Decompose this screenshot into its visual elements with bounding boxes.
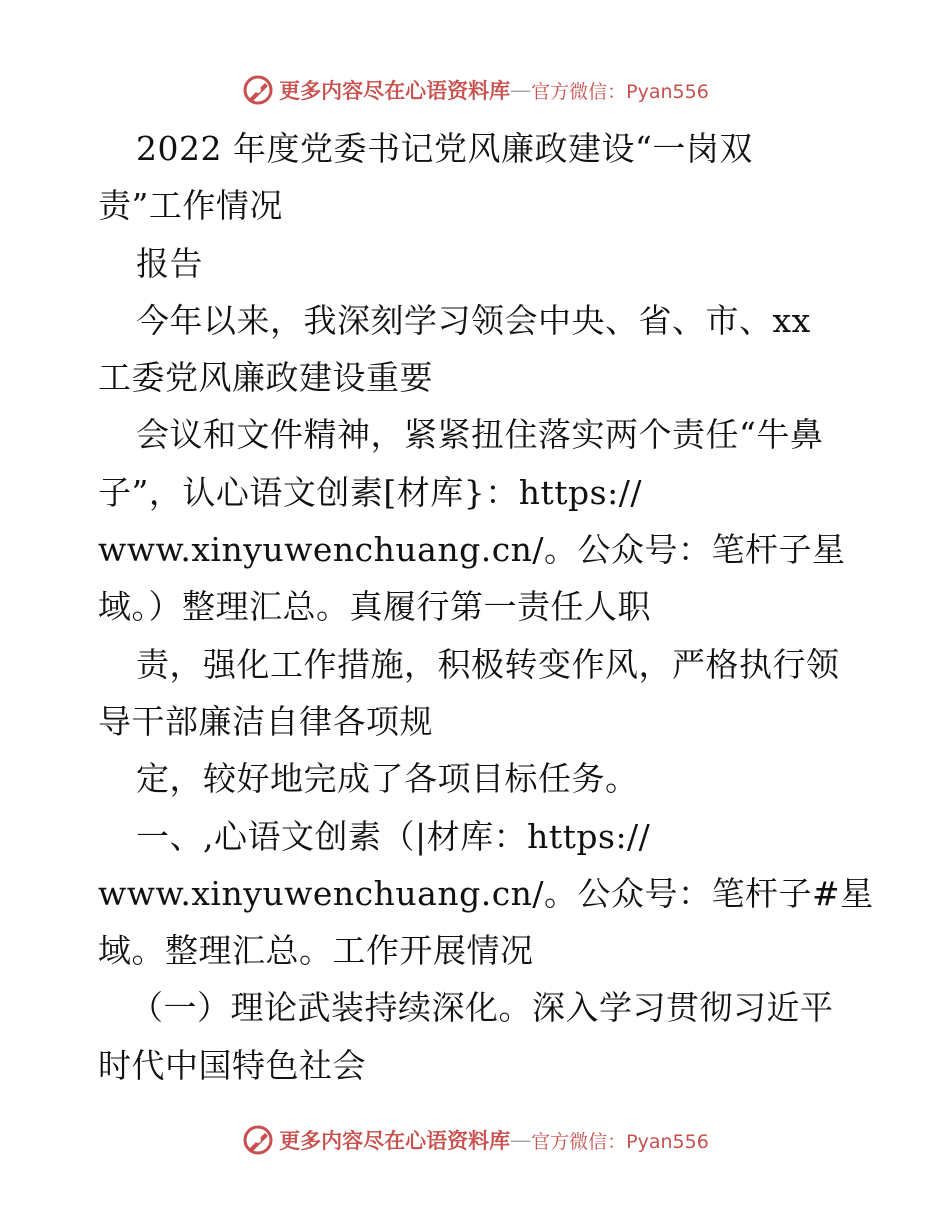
footer-watermark [0,1120,950,1160]
watermark-separator: — [510,1128,532,1152]
watermark-brand: 更多内容尽在心语资料库 [279,1128,511,1153]
section-heading-line: www.xinyuwenchuang.cn/。公众号：笔杆子#星 [98,873,874,913]
header-watermark [0,70,950,110]
watermark-wechat: 官方微信：Pyan556 [531,80,709,103]
doc-title-line-2: 责”工作情况 [98,186,283,226]
paragraph-line: 子”，认心语文创素[材库}：https:// [98,472,642,512]
paragraph-line: 域。）整理汇总。真履行第一责任人职 [98,587,651,627]
paragraph-line: 工委党风廉政建设重要 [98,358,433,398]
watermark-wechat: 官方微信：Pyan556 [531,1130,709,1153]
doc-title-line-1: 2022 年度党委书记党风廉政建设“一岗双 [136,129,753,168]
paragraph-line: 定，较好地完成了各项目标任务。 [136,759,639,799]
subsection-line: 时代中国特色社会 [98,1045,366,1085]
watermark-brand: 更多内容尽在心语资料库 [279,78,511,103]
pen-logo-icon [241,1123,275,1157]
section-heading-line: 域。整理汇总。工作开展情况 [98,931,534,971]
doc-title-line-3: 报告 [136,243,203,283]
paragraph-line: 责，强化工作措施，积极转变作风，严格执行领 [136,644,840,684]
watermark-separator: — [510,78,532,102]
paragraph-line: www.xinyuwenchuang.cn/。公众号：笔杆子星 [98,530,846,570]
subsection-line: （一）理论武装持续深化。深入学习贯彻习近平 [130,988,834,1028]
pen-logo-icon [241,73,275,107]
paragraph-line: 今年以来，我深刻学习领会中央、省、市、xx [136,300,811,340]
document-body [98,120,878,1094]
section-heading-line: 一、,心语文创素（|材库：https:// [136,816,651,856]
paragraph-line: 导干部廉洁自律各项规 [98,701,433,741]
paragraph-line: 会议和文件精神，紧紧扭住落实两个责任“牛鼻 [136,415,824,455]
